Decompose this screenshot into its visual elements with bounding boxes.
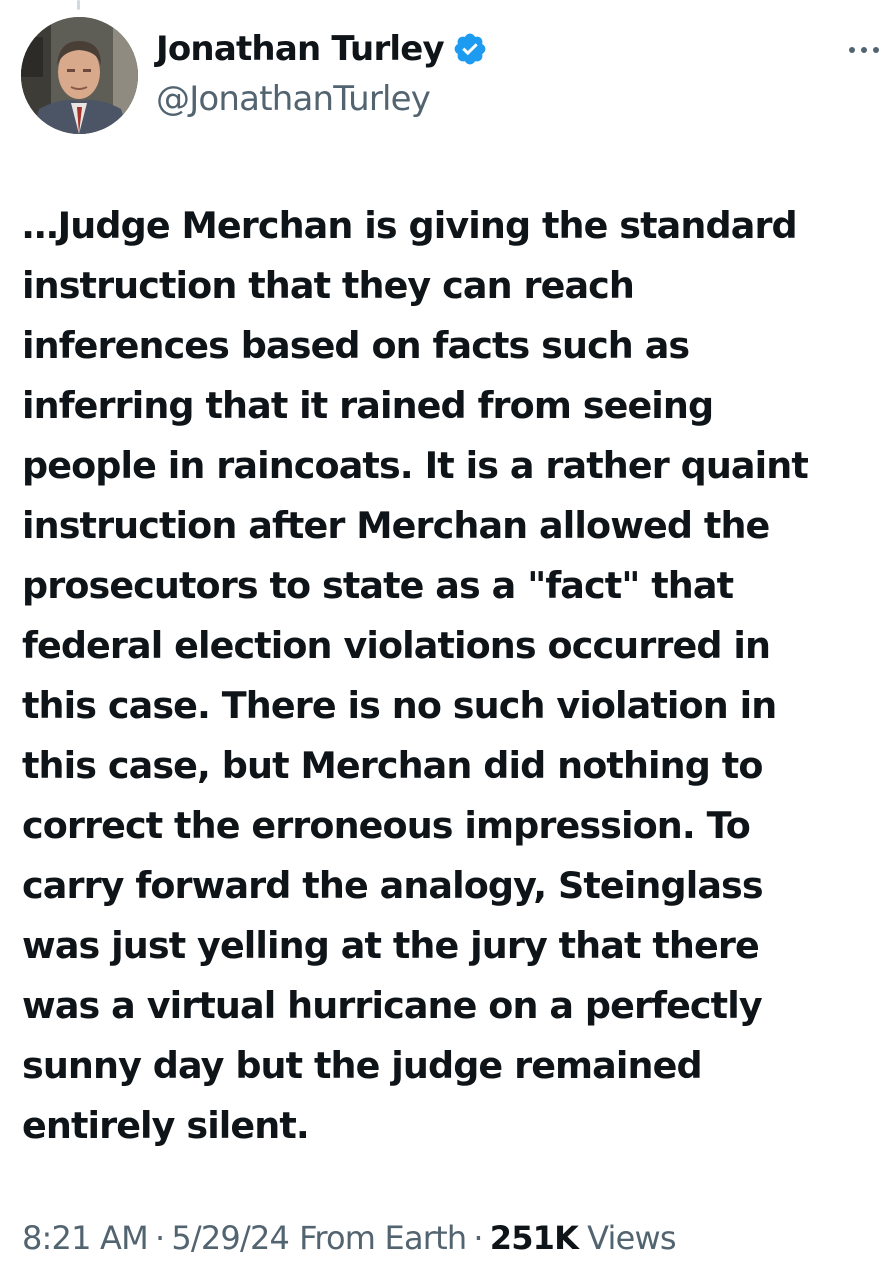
tweet-text-line: prosecutors to state as a "fact" that [22,564,734,607]
tweet-time[interactable]: 8:21 AM [22,1219,148,1257]
author-display-name[interactable]: Jonathan Turley [156,29,444,69]
tweet-text-line: inferences based on facts such as [22,324,690,367]
meta-separator: · [473,1219,483,1257]
author-name-row [156,24,488,74]
author-handle[interactable]: @JonathanTurley [156,79,431,119]
tweet-text-line: people in raincoats. It is a rather quaint [22,444,808,487]
tweet-text-line: inferring that it rained from seeing [22,384,714,427]
verified-badge-icon [452,31,488,67]
tweet-text-line: correct the erroneous impression. To [22,804,750,847]
thread-connector-line [77,0,80,10]
tweet-text-line: instruction after Merchan allowed the [22,504,770,547]
tweet-text [22,196,882,1156]
tweet-date[interactable]: 5/29/24 [171,1219,290,1257]
tweet-text-line: …Judge Merchan is giving the standard [22,204,797,247]
avatar-photo [21,17,138,134]
tweet-text-line: was just yelling at the jury that there [22,924,759,967]
more-options-icon[interactable] [846,40,882,60]
author-header [156,24,488,124]
tweet-text-line: this case, but Merchan did nothing to [22,744,763,787]
tweet-text-line: carry forward the analogy, Steinglass [22,864,763,907]
tweet-text-line: sunny day but the judge remained [22,1044,702,1087]
meta-separator: · [154,1219,165,1257]
avatar[interactable] [21,17,138,134]
views-count: 251K [489,1219,579,1257]
tweet-text-line: instruction that they can reach [22,264,634,307]
tweet-text-line: federal election violations occurred in [22,624,771,667]
views-label[interactable]: Views [587,1219,676,1257]
tweet-text-line: entirely silent. [22,1104,309,1147]
tweet-text-line: was a virtual hurricane on a perfectly [22,984,762,1027]
tweet-metadata [22,1215,676,1261]
tweet-source: From Earth [299,1219,467,1257]
tweet-text-line: this case. There is no such violation in [22,684,777,727]
